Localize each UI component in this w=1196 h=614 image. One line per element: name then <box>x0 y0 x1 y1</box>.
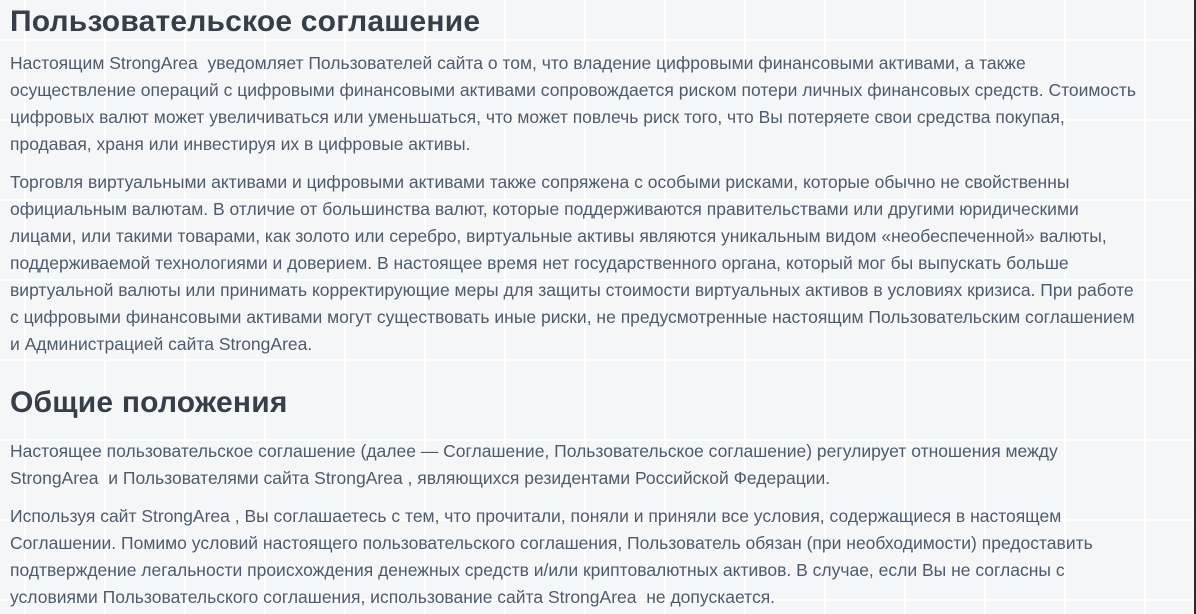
section-user-agreement <box>10 4 1146 358</box>
paragraph: Торговля виртуальными активами и цифровыми активами также сопряжена с особыми рисками, которые обычно не свойственны официальным валютам. В отличие от большинства валют, которые поддерживаются правительствами или другими юридическими лицами, или такими товарами, как золото или серебро, виртуальные активы являются уникальным видом «необеспеченной» валюты, поддерживаемой технологиями и доверием. В настоящее время нет государственного органа, который мог бы выпускать больше виртуальной валюты или принимать корректирующие меры для защиты стоимости виртуальных активов в условиях кризиса. При работе с цифровыми финансовыми активами могут существовать иные риски, не предусмотренные настоящим Пользовательским соглашением и Администрацией сайта StrongArea. <box>10 172 1140 354</box>
section-title: Общие положения <box>10 386 288 419</box>
paragraph: Настоящим StrongArea уведомляет Пользователей сайта о том, что владение цифровыми финансовыми активами, а также осуществление операций с цифровыми финансовыми активами сопровождается риском потери личных финансовых средств. Стоимость цифровых валют может увеличиваться или уменьшаться, что может повлечь риск того, что Вы потеряете свои средства покупая, продавая, храня или инвестируя их в цифровые активы. <box>10 53 1141 154</box>
paragraph: Настоящее пользовательское соглашение (далее — Соглашение, Пользовательское соглашение) регулирует отношения между StrongArea и Пользователями сайта StrongArea , являющихся резидентами Российской Федерации. <box>10 441 1063 488</box>
section-general-provisions <box>10 385 1146 611</box>
paragraph: Используя сайт StrongArea , Вы соглашаетесь с тем, что прочитали, поняли и приняли все условия, содержащиеся в настоящем Соглашении. Помимо условий настоящего пользовательского соглашения, Пользователь обязан (при необходимости) предоставить подтверждение легальности происхождения денежных средств и/или криптовалютных активов. В случае, если Вы не согласны с условиями Пользовательского соглашения, использование сайта StrongArea не допускается. <box>10 506 1098 607</box>
page-title: Пользовательское соглашение <box>10 5 481 38</box>
